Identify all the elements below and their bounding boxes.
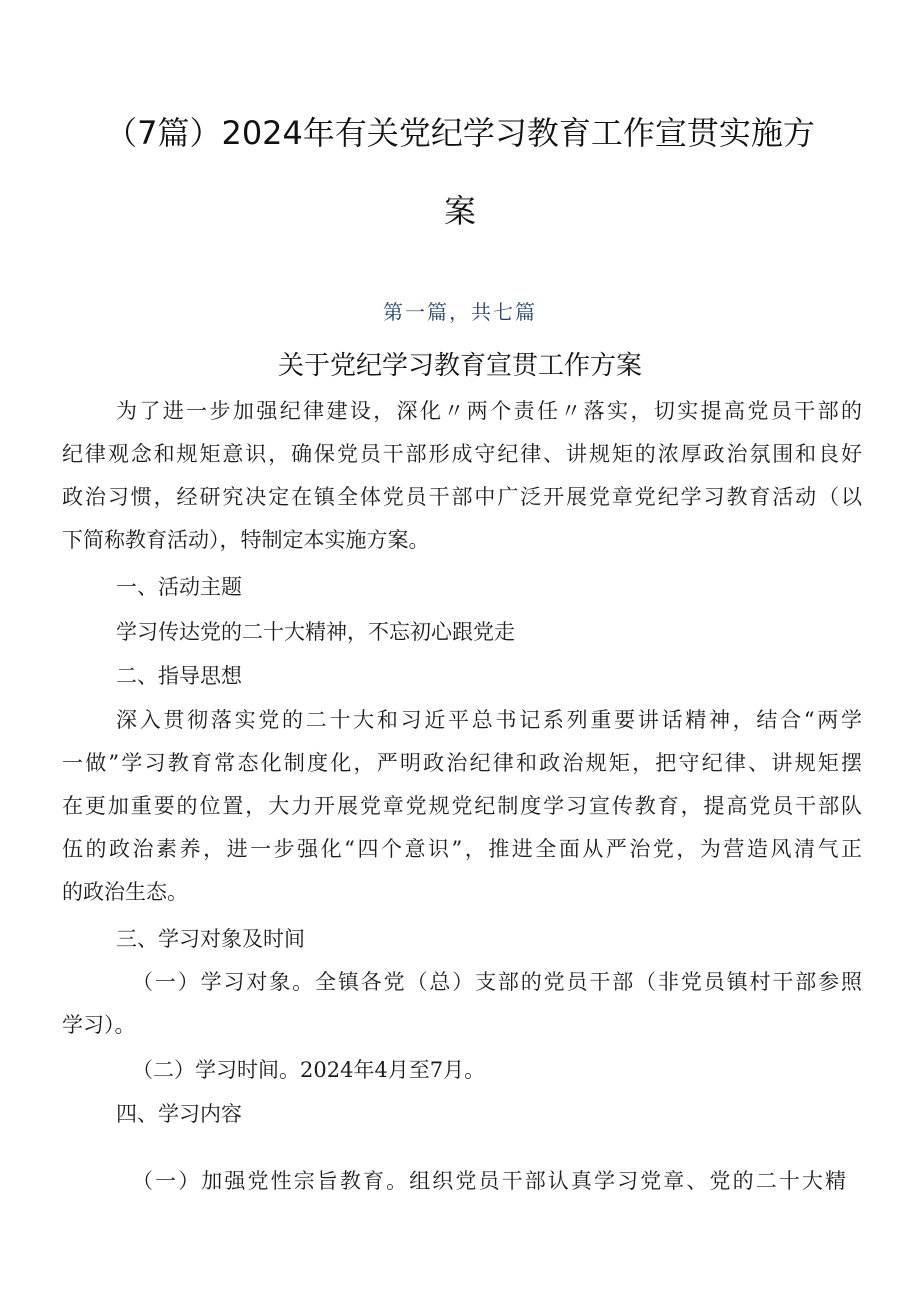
document-title-line1: （7篇）2024年有关党纪学习教育工作宣贯实施方 [105,114,815,152]
section-item-line: （一）学习对象。全镇各党（总）支部的党员干部（非党员镇村干部参照 [132,970,862,994]
section-heading: 一、活动主题 [116,575,242,599]
intro-line: 为了进一步加强纪律建设，深化〃两个责任〃落实，切实提高党员干部的 [116,399,862,423]
section-heading: 二、指导思想 [116,664,242,688]
section-item-line: （一）加强党性宗旨教育。组织党员干部认真学习党章、党的二十大精 [132,1169,846,1193]
part-label: 第一篇，共七篇 [383,300,537,324]
section-text-line: 在更加重要的位置，大力开展党章党规党纪制度学习宣传教育，提高党员干部队 [62,794,862,818]
section-text: 学习传达党的二十大精神，不忘初心跟党走 [116,620,515,644]
section-subtitle: 关于党纪学习教育宣贯工作方案 [277,351,642,381]
section-heading: 三、学习对象及时间 [116,927,305,951]
section-text-line: 伍的政治素养，进一步强化“四个意识”，推进全面从严治党，为营造风清气正 [62,837,862,861]
section-text-line: 深入贯彻落实党的二十大和习近平总书记系列重要讲话精神，结合“两学 [116,708,862,732]
intro-line: 纪律观念和规矩意识，确保党员干部形成守纪律、讲规矩的浓厚政治氛围和良好 [62,442,862,466]
intro-line: 政治习惯，经研究决定在镇全体党员干部中广泛开展党章党纪学习教育活动（以 [62,485,862,509]
section-item-line: 学习）。 [62,1013,136,1037]
section-text-line: 一做”学习教育常态化制度化，严明政治纪律和政治规矩，把守纪律、讲规矩摆 [62,751,862,775]
document-title-line2: 案 [443,192,476,230]
section-item: （二）学习时间。2024年4月至7月。 [132,1058,486,1082]
intro-line: 下简称教育活动），特制定本实施方案。 [62,528,430,552]
section-heading: 四、学习内容 [116,1102,242,1126]
section-text-line: 的政治生态。 [62,880,188,904]
